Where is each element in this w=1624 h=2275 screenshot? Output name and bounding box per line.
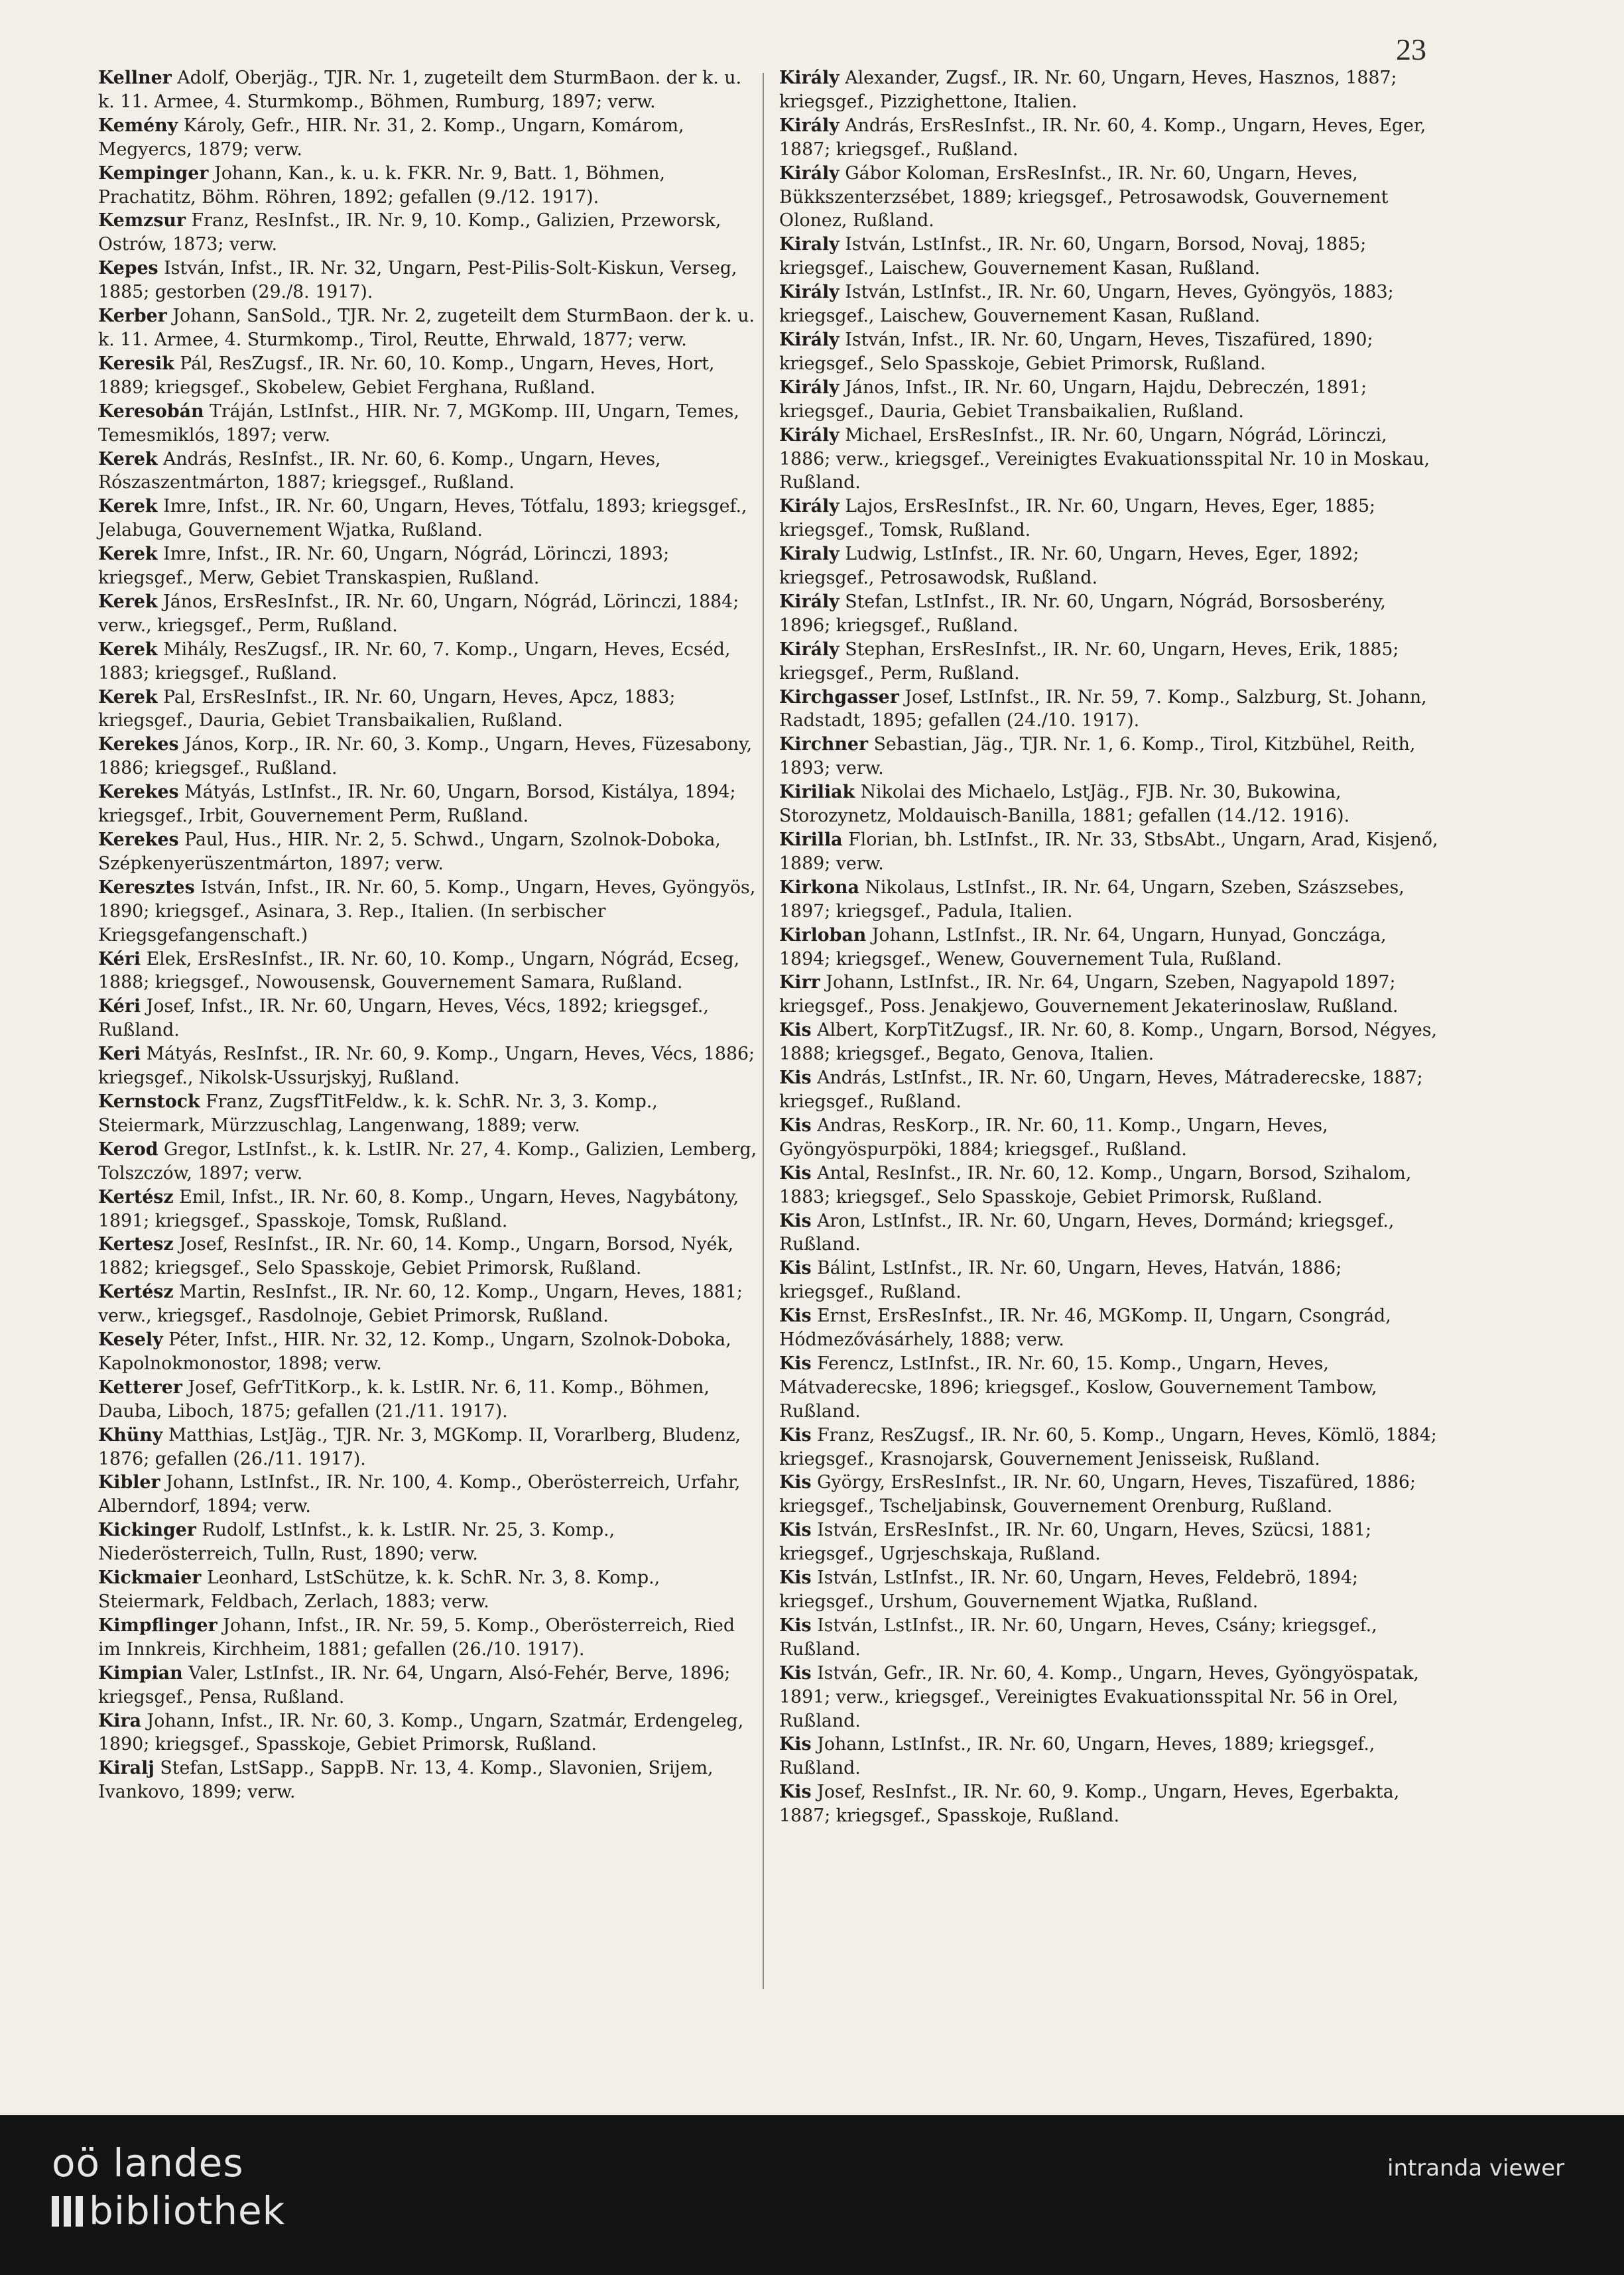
entry-details: István, Infst., IR. Nr. 60, 5. Komp., Ungarn, Heves, Gyöngyös, 1890; kriegsgef., Asinara, 3. Rep., Italien. (In serbischer Kriegsgefangenschaft.) [98,877,756,946]
entry-surname: Kéri [98,996,141,1017]
register-entry [779,66,1442,114]
entry-surname: Kemzsur [98,210,186,231]
entry-details: Imre, Infst., IR. Nr. 60, Ungarn, Heves, Tótfalu, 1893; kriegsgef., Jelabuga, Gouvernement Wjatka, Rußland. [98,496,747,541]
entry-surname: Kis [779,1734,812,1755]
entry-details: Johann, LstInfst., IR. Nr. 60, Ungarn, Heves, 1889; kriegsgef., Rußland. [779,1734,1375,1779]
entry-surname: Kis [779,1520,812,1541]
entry-surname: Kirchgasser [779,686,899,707]
entry-surname: Király [779,282,840,303]
entry-surname: Kis [779,1210,812,1231]
register-entry [98,1280,761,1328]
library-logo-bars-icon [52,2196,84,2227]
register-entry [779,1518,1442,1566]
entry-details: Albert, KorpTitZugsf., IR. Nr. 60, 8. Komp., Ungarn, Borsod, Négyes, 1888; kriegsgef., Begato, Genova, Italien. [779,1020,1437,1065]
left-column [98,66,761,1804]
entry-surname: Király [779,329,840,350]
register-entry [779,424,1442,495]
entry-surname: Kiraly [779,234,840,255]
entry-details: István, ErsResInfst., IR. Nr. 60, Ungarn, Heves, Szücsi, 1881; kriegsgef., Ugrjeschskaja, Rußland. [779,1520,1372,1565]
entry-surname: Kertész [98,1186,174,1207]
register-entry [98,1518,761,1566]
entry-details: Michael, ErsResInfst., IR. Nr. 60, Ungarn, Nógrád, Lörinczi, 1886; verw., kriegsgef., Vereinigtes Evakuationsspital Nr. 10 in Moskau, Rußland. [779,424,1430,493]
entry-surname: Kerekes [98,830,179,850]
entry-surname: Kis [779,1258,812,1279]
entry-details: Pál, ResZugsf., IR. Nr. 60, 10. Komp., Ungarn, Heves, Hort, 1889; kriegsgef., Skobelew, Gebiet Ferghana, Rußland. [98,353,715,398]
register-entry [98,495,761,542]
entry-details: Johann, Kan., k. u. k. FKR. Nr. 9, Batt. 1, Böhmen, Prachatitz, Böhm. Röhren, 1892; gefallen (9./12. 1917). [98,162,665,208]
register-entry [779,162,1442,233]
entry-surname: Kimpflinger [98,1615,218,1636]
register-entry [98,352,761,400]
entry-surname: Király [779,424,840,446]
entry-details: Mátyás, LstInfst., IR. Nr. 60, Ungarn, Borsod, Kistálya, 1894; kriegsgef., Irbit, Gouvernement Perm, Rußland. [98,782,736,827]
register-entry [779,686,1442,733]
register-entry [779,1566,1442,1614]
register-entry [779,328,1442,376]
entry-surname: Kirr [779,972,820,993]
entry-surname: Kis [779,1662,812,1684]
register-entry [779,233,1442,280]
entry-surname: Kirloban [779,924,867,946]
entry-details: Ferencz, LstInfst., IR. Nr. 60, 15. Komp., Ungarn, Heves, Mátvaderecske, 1896; kriegsgef., Koslow, Gouvernement Tambow, Rußland. [779,1353,1377,1422]
register-entry [779,1018,1442,1066]
entry-surname: Kibler [98,1472,160,1493]
entry-details: István, LstInfst., IR. Nr. 60, Ungarn, Borsod, Novaj, 1885; kriegsgef., Laischew, Gouvernement Kasan, Rußland. [779,234,1367,279]
register-entry [779,733,1442,780]
register-entry [98,638,761,686]
register-entry [98,1756,761,1804]
register-entry [98,995,761,1042]
library-logo-line1: oö landes [52,2140,244,2185]
entry-surname: Keresobán [98,400,204,422]
register-entry [779,1471,1442,1518]
register-entry [779,828,1442,876]
entry-details: Johann, Infst., IR. Nr. 60, 3. Komp., Ungarn, Szatmár, Erdengeleg, 1890; kriegsgef., Spasskoje, Gebiet Primorsk, Rußland. [98,1710,744,1755]
entry-surname: Kis [779,1615,812,1636]
column-divider [763,73,764,1989]
entry-surname: Kis [779,1568,812,1589]
entry-surname: Kerek [98,591,158,612]
register-entry [98,1471,761,1518]
register-entry [98,1424,761,1471]
register-entry [98,257,761,304]
register-entry [98,114,761,162]
entry-surname: Kerek [98,448,158,469]
register-entry [779,1352,1442,1424]
entry-details: Johann, LstInfst., IR. Nr. 100, 4. Komp., Oberösterreich, Urfahr, Alberndorf, 1894; verw. [98,1472,741,1517]
register-entry [98,448,761,495]
entry-surname: Kis [779,1068,812,1089]
entry-surname: Kis [779,1020,812,1041]
register-entry [779,1162,1442,1209]
entry-surname: Kickmaier [98,1568,202,1589]
entry-surname: Keresztes [98,877,195,898]
register-entry [98,1709,761,1757]
entry-surname: Kempinger [98,162,209,184]
entry-surname: Kerod [98,1138,158,1160]
register-entry [98,1566,761,1614]
entry-details: Alexander, Zugsf., IR. Nr. 60, Ungarn, Heves, Hasznos, 1887; kriegsgef., Pizzighettone, Italien. [779,68,1397,112]
register-entry [98,1042,761,1090]
entry-details: Matthias, LstJäg., TJR. Nr. 3, MGKomp. II, Vorarlberg, Bludenz, 1876; gefallen (26./11. 1917). [98,1424,741,1469]
register-entry [98,400,761,448]
entry-details: Franz, ResInfst., IR. Nr. 9, 10. Komp., Galizien, Przeworsk, Ostrów, 1873; verw. [98,210,721,255]
register-entry [98,780,761,828]
entry-details: János, Infst., IR. Nr. 60, Ungarn, Hajdu, Debreczén, 1891; kriegsgef., Dauria, Gebiet Transbaikalien, Rußland. [779,377,1367,422]
viewer-label[interactable]: intranda viewer [1387,2155,1565,2182]
register-entry [779,280,1442,328]
entry-surname: Kira [98,1710,141,1731]
register-entry [779,1733,1442,1780]
entry-details: Josef, GefrTitKorp., k. k. LstIR. Nr. 6, 11. Komp., Böhmen, Dauba, Liboch, 1875; gefallen (21./11. 1917). [98,1377,710,1422]
register-entry [98,162,761,210]
entry-surname: Kimpian [98,1662,183,1684]
entry-details: János, ErsResInfst., IR. Nr. 60, Ungarn, Nógrád, Lörinczi, 1884; verw., kriegsgef., Perm, Rußland. [98,591,739,636]
entry-surname: Kerber [98,306,167,327]
register-entry [98,1376,761,1424]
entry-surname: Kirilla [779,830,843,850]
register-entry [98,828,761,876]
entry-surname: Kis [779,1424,812,1445]
entry-surname: Kellner [98,68,172,88]
entry-surname: Kéri [98,948,141,969]
entry-details: Adolf, Oberjäg., TJR. Nr. 1, zugeteilt dem SturmBaon. der k. u. k. 11. Armee, 4. Sturmkomp., Böhmen, Rumburg, 1897; verw. [98,68,742,112]
entry-details: Sebastian, Jäg., TJR. Nr. 1, 6. Komp., Tirol, Kitzbühel, Reith, 1893; verw. [779,734,1416,779]
entry-surname: Király [779,591,840,612]
entry-details: Lajos, ErsResInfst., IR. Nr. 60, Ungarn, Heves, Eger, 1885; kriegsgef., Tomsk, Rußland. [779,496,1376,541]
register-entry [98,1186,761,1233]
entry-details: Elek, ErsResInfst., IR. Nr. 60, 10. Komp., Ungarn, Nógrád, Ecseg, 1888; kriegsgef., Nowousensk, Gouvernement Samara, Rußland. [98,948,740,993]
entry-details: Mihály, ResZugsf., IR. Nr. 60, 7. Komp., Ungarn, Heves, Ecséd, 1883; kriegsgef., Rußland. [98,639,731,684]
entry-details: Stefan, LstSapp., SappB. Nr. 13, 4. Komp., Slavonien, Srijem, Ivankovo, 1899; verw. [98,1758,714,1803]
entry-details: Ernst, ErsResInfst., IR. Nr. 46, MGKomp. II, Ungarn, Csongrád, Hódmezővásárhely, 1888; verw. [779,1306,1391,1351]
entry-details: Franz, ZugsfTitFeldw., k. k. SchR. Nr. 3, 3. Komp., Steiermark, Mürzzuschlag, Langenwang, 1889; verw. [98,1091,658,1136]
entry-surname: Kerek [98,686,158,707]
entry-surname: Kernstock [98,1091,200,1112]
viewer-footer [0,2115,1624,2275]
entry-surname: Király [779,496,840,517]
register-entry [779,1066,1442,1114]
register-entry [779,376,1442,424]
register-entry [98,590,761,638]
register-entry [98,66,761,114]
entry-surname: Kiraly [779,544,840,565]
entry-surname: Kerek [98,639,158,660]
entry-surname: Kis [779,1353,812,1374]
entry-surname: Kis [779,1306,812,1327]
register-entry [779,924,1442,971]
entry-details: Gábor Koloman, ErsResInfst., IR. Nr. 60, Ungarn, Heves, Bükkszenterzsébet, 1889; kriegsgef., Petrosawodsk, Gouvernement Olonez, Rußland. [779,162,1389,231]
register-entry [98,1614,761,1662]
entry-surname: Kiriliak [779,782,855,803]
entry-surname: Kertész [98,1282,174,1303]
entry-details: Florian, bh. LstInfst., IR. Nr. 33, StbsAbt., Ungarn, Arad, Kisjenő, 1889; verw. [779,830,1438,874]
register-entry [779,1424,1442,1471]
register-entry [98,542,761,590]
register-entry [779,1209,1442,1257]
register-entry [779,1304,1442,1352]
entry-details: Tráján, LstInfst., HIR. Nr. 7, MGKomp. III, Ungarn, Temes, Temesmiklós, 1897; verw. [98,400,739,446]
entry-surname: Király [779,377,840,398]
entry-surname: Kis [779,1162,812,1184]
entry-surname: Kerekes [98,782,179,803]
register-entry [98,876,761,948]
entry-surname: Kertesz [98,1234,174,1255]
register-entry [98,1138,761,1186]
entry-details: András, LstInfst., IR. Nr. 60, Ungarn, Heves, Mátraderecske, 1887; kriegsgef., Rußland. [779,1068,1423,1112]
register-entry [98,733,761,780]
register-entry [779,1614,1442,1662]
entry-surname: Keresik [98,353,174,374]
entry-details: Johann, Infst., IR. Nr. 59, 5. Komp., Oberösterreich, Ried im Innkreis, Kirchheim, 1881; gefallen (26./10. 1917). [98,1615,735,1660]
register-entry [779,1780,1442,1828]
entry-surname: Kepes [98,258,158,279]
register-entry [779,590,1442,638]
register-entry [98,1233,761,1280]
entry-details: Pal, ErsResInfst., IR. Nr. 60, Ungarn, Heves, Apcz, 1883; kriegsgef., Dauria, Gebiet Transbaikalien, Rußland. [98,686,676,731]
register-entry [98,304,761,352]
entry-details: Martin, ResInfst., IR. Nr. 60, 12. Komp., Ungarn, Heves, 1881; verw., kriegsgef., Rasdolnoje, Gebiet Primorsk, Rußland. [98,1282,743,1327]
entry-details: György, ErsResInfst., IR. Nr. 60, Ungarn, Heves, Tiszafüred, 1886; kriegsgef., Tscheljabinsk, Gouvernement Orenburg, Rußland. [779,1472,1416,1517]
register-entry [779,495,1442,542]
entry-details: Leonhard, LstSchütze, k. k. SchR. Nr. 3, 8. Komp., Steiermark, Feldbach, Zerlach, 1883; verw. [98,1568,660,1612]
entry-details: Aron, LstInfst., IR. Nr. 60, Ungarn, Heves, Dormánd; kriegsgef., Rußland. [779,1210,1395,1255]
entry-details: Károly, Gefr., HIR. Nr. 31, 2. Komp., Ungarn, Komárom, Megyercs, 1879; verw. [98,115,684,160]
register-entry [98,686,761,733]
entry-surname: Kis [779,1115,812,1136]
register-entry [98,1662,761,1709]
entry-details: Valer, LstInfst., IR. Nr. 64, Ungarn, Alsó-Fehér, Berve, 1896; kriegsgef., Pensa, Rußland. [98,1662,731,1707]
entry-details: Gregor, LstInfst., k. k. LstIR. Nr. 27, 4. Komp., Galizien, Lemberg, Tolszczów, 1897; verw. [98,1138,757,1184]
register-entry [779,542,1442,590]
register-entry [98,209,761,257]
register-entry [779,1257,1442,1304]
library-logo-line2 [52,2188,285,2233]
entry-surname: Király [779,68,840,88]
entry-details: Johann, SanSold., TJR. Nr. 2, zugeteilt dem SturmBaon. der k. u. k. 11. Armee, 4. Sturmkomp., Tirol, Reutte, Ehrwald, 1877; verw. [98,306,755,350]
entry-details: Josef, ResInfst., IR. Nr. 60, 14. Komp., Ungarn, Borsod, Nyék, 1882; kriegsgef., Selo Spasskoje, Gebiet Primorsk, Rußland. [98,1234,734,1279]
register-entry [779,1662,1442,1733]
entry-surname: Kesely [98,1329,163,1351]
entry-details: Mátyás, ResInfst., IR. Nr. 60, 9. Komp., Ungarn, Heves, Vécs, 1886; kriegsgef., Nikolsk-Ussurjskyj, Rußland. [98,1044,755,1089]
register-entry [779,971,1442,1018]
entry-details: Antal, ResInfst., IR. Nr. 60, 12. Komp., Ungarn, Borsod, Szihalom, 1883; kriegsgef., Selo Spasskoje, Gebiet Primorsk, Rußland. [779,1162,1412,1207]
entry-surname: Kickinger [98,1520,196,1541]
register-entry [779,876,1442,924]
entry-details: Josef, ResInfst., IR. Nr. 60, 9. Komp., Ungarn, Heves, Egerbakta, 1887; kriegsgef., Spasskoje, Rußland. [779,1782,1400,1827]
entry-surname: Kerekes [98,734,179,755]
entry-details: Nikolaus, LstInfst., IR. Nr. 64, Ungarn, Szeben, Szászsebes, 1897; kriegsgef., Padula, Italien. [779,877,1405,922]
entry-details: Ludwig, LstInfst., IR. Nr. 60, Ungarn, Heves, Eger, 1892; kriegsgef., Petrosawodsk, Rußland. [779,544,1359,589]
entry-surname: Kemény [98,115,178,136]
entry-details: István, LstInfst., IR. Nr. 60, Ungarn, Heves, Gyöngyös, 1883; kriegsgef., Laischew, Gouvernement Kasan, Rußland. [779,282,1394,327]
entry-details: István, Infst., IR. Nr. 60, Ungarn, Heves, Tiszafüred, 1890; kriegsgef., Selo Spasskoje, Gebiet Primorsk, Rußland. [779,329,1373,374]
entry-details: Stephan, ErsResInfst., IR. Nr. 60, Ungarn, Heves, Erik, 1885; kriegsgef., Perm, Rußland. [779,639,1399,684]
entry-details: Péter, Infst., HIR. Nr. 32, 12. Komp., Ungarn, Szolnok-Doboka, Kapolnokmonostor, 1898; verw. [98,1329,731,1374]
entry-details: István, Gefr., IR. Nr. 60, 4. Komp., Ungarn, Heves, Gyöngyöspatak, 1891; verw., kriegsgef., Vereinigtes Evakuationsspital Nr. 56 in Orel, Rußland. [779,1662,1419,1731]
register-entry [98,1328,761,1376]
entry-surname: Király [779,115,840,136]
entry-details: István, LstInfst., IR. Nr. 60, Ungarn, Heves, Csány; kriegsgef., Rußland. [779,1615,1377,1660]
entry-surname: Kis [779,1782,812,1803]
entry-details: Johann, LstInfst., IR. Nr. 64, Ungarn, Szeben, Nagyapold 1897; kriegsgef., Poss. Jenakjewo, Gouvernement Jekaterinoslaw, Rußland. [779,972,1399,1017]
register-entry [779,1114,1442,1162]
entry-details: András, ErsResInfst., IR. Nr. 60, 4. Komp., Ungarn, Heves, Eger, 1887; kriegsgef., Rußland. [779,115,1426,160]
entry-details: Nikolai des Michaelo, LstJäg., FJB. Nr. 30, Bukowina, Storozynetz, Moldauisch-Banilla, 1881; gefallen (14./12. 1916). [779,782,1350,827]
entry-surname: Kerek [98,496,158,517]
right-column [779,66,1442,1828]
register-entry [779,780,1442,828]
entry-details: Andras, ResKorp., IR. Nr. 60, 11. Komp., Ungarn, Heves, Gyöngyöspurpöki, 1884; kriegsgef., Rußland. [779,1115,1328,1160]
entry-surname: Kerek [98,544,158,565]
entry-details: András, ResInfst., IR. Nr. 60, 6. Komp., Ungarn, Heves, Rószaszentmárton, 1887; kriegsgef., Rußland. [98,448,661,493]
library-logo-text: bibliothek [89,2188,286,2233]
register-entry [98,1090,761,1138]
entry-details: János, Korp., IR. Nr. 60, 3. Komp., Ungarn, Heves, Füzesabony, 1886; kriegsgef., Rußland. [98,734,753,779]
entry-details: Stefan, LstInfst., IR. Nr. 60, Ungarn, Nógrád, Borsosberény, 1896; kriegsgef., Rußland. [779,591,1386,636]
entry-surname: Király [779,162,840,184]
entry-surname: Khüny [98,1424,163,1445]
entry-surname: Kiralj [98,1758,155,1779]
register-entry [779,638,1442,686]
register-entry [779,114,1442,162]
entry-details: Franz, ResZugsf., IR. Nr. 60, 5. Komp., Ungarn, Heves, Kömlö, 1884; kriegsgef., Krasnojarsk, Gouvernement Jenisseisk, Rußland. [779,1424,1437,1469]
entry-details: Bálint, LstInfst., IR. Nr. 60, Ungarn, Heves, Hatván, 1886; kriegsgef., Rußland. [779,1258,1342,1303]
entry-surname: Kis [779,1472,812,1493]
entry-details: Johann, LstInfst., IR. Nr. 64, Ungarn, Hunyad, Gonczága, 1894; kriegsgef., Wenew, Gouvernement Tula, Rußland. [779,924,1387,969]
entry-details: Imre, Infst., IR. Nr. 60, Ungarn, Nógrád, Lörinczi, 1893; kriegsgef., Merw, Gebiet Transkaspien, Rußland. [98,544,670,589]
entry-details: István, LstInfst., IR. Nr. 60, Ungarn, Heves, Feldebrö, 1894; kriegsgef., Urshum, Gouvernement Wjatka, Rußland. [779,1568,1359,1612]
entry-details: Emil, Infst., IR. Nr. 60, 8. Komp., Ungarn, Heves, Nagybátony, 1891; kriegsgef., Spasskoje, Tomsk, Rußland. [98,1186,739,1231]
register-entry [98,948,761,995]
entry-details: István, Infst., IR. Nr. 32, Ungarn, Pest-Pilis-Solt-Kiskun, Verseg, 1885; gestorben (29./8. 1917). [98,258,737,303]
entry-surname: Kirchner [779,734,869,755]
entry-surname: Ketterer [98,1377,182,1398]
entry-details: Paul, Hus., HIR. Nr. 2, 5. Schwd., Ungarn, Szolnok-Doboka, Szépkenyerüszentmárton, 1897; verw. [98,830,721,874]
page-number: 23 [1396,32,1426,66]
entry-surname: Keri [98,1044,141,1065]
entry-details: Josef, Infst., IR. Nr. 60, Ungarn, Heves, Vécs, 1892; kriegsgef., Rußland. [98,996,709,1041]
entry-details: Rudolf, LstInfst., k. k. LstIR. Nr. 25, 3. Komp., Niederösterreich, Tulln, Rust, 1890; verw. [98,1520,615,1565]
entry-surname: Király [779,639,840,660]
entry-surname: Kirkona [779,877,859,898]
entry-details: Josef, LstInfst., IR. Nr. 59, 7. Komp., Salzburg, St. Johann, Radstadt, 1895; gefallen (24./10. 1917). [779,686,1427,731]
